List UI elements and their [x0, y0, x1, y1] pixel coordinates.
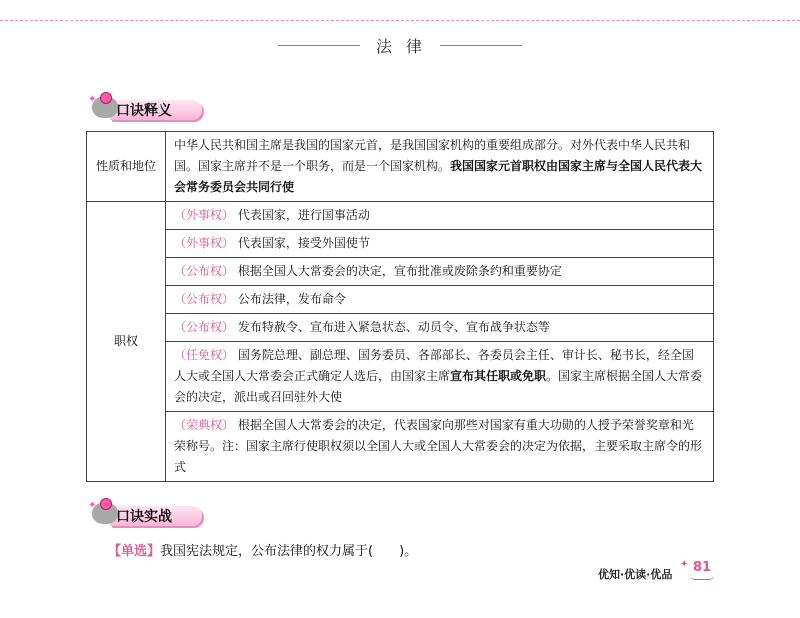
section-badge-explain [88, 94, 202, 122]
power-tag: （外事权） [174, 208, 235, 222]
header-line-right [440, 45, 522, 46]
power-text: 发布特赦令、宣布进入紧急状态、动员令、宣布战争状态等 [237, 320, 550, 334]
question-text: 我国宪法规定，公布法律的权力属于( )。 [160, 544, 418, 559]
power-text: 代表国家，接受外国使节 [237, 236, 370, 250]
powers-table [86, 131, 714, 482]
section-title-practice: 口诀实战 [116, 509, 172, 525]
table-row [87, 132, 714, 202]
table-cell-power [166, 314, 714, 342]
table-cell-power [166, 202, 714, 230]
appoint-text-a: 国务院总理、副总理、国务委员、各部部长、各委员会主任、审计长、秘书长，经全国人大或全国人大常委会正式确定人选后，由国家主席 [174, 348, 694, 383]
page-header-title: 法律 [376, 37, 437, 56]
nature-text: 中华人民共和国主席是我国的国家元首，是我国国家机构的重要组成部分。对外代表中华人民共和国。国家主席并不是一个职务，而是一个国家机构。 [174, 138, 691, 173]
table-row [87, 412, 714, 482]
power-tag: （公布权） [174, 264, 235, 278]
page-number: 81 [693, 560, 712, 575]
dot-icon [100, 92, 112, 104]
table-cell-power [166, 286, 714, 314]
table-category-powers: 职权 [87, 202, 166, 482]
table-cell-power [166, 258, 714, 286]
power-tag: （公布权） [174, 320, 235, 334]
header-line-left [278, 45, 360, 46]
table-row [87, 286, 714, 314]
star-icon: ✦ [88, 94, 97, 105]
power-tag: （外事权） [174, 236, 235, 250]
table-row [87, 314, 714, 342]
question [108, 540, 417, 559]
power-text: 根据全国人大常委会的决定，宣布批准或废除条约和重要协定 [237, 264, 562, 278]
power-text: 公布法律，发布命令 [237, 292, 346, 306]
table-row [87, 202, 714, 230]
appoint-tag: （任免权） [174, 348, 235, 362]
star-icon: ✦ [88, 500, 97, 511]
top-dashed-divider [0, 20, 800, 21]
power-text: 代表国家，进行国事活动 [237, 208, 370, 222]
section-title-explain: 口诀释义 [116, 103, 172, 119]
table-cell-nature [166, 132, 714, 202]
appoint-text-b: 。国家主席根据全国人大常委会的决定，派出或召回驻外大使 [174, 369, 703, 404]
honor-text: 根据全国人大常委会的决定，代表国家向那些对国家有重大功勋的人授予荣誉奖章和光荣称号。注：国家主席行使职权须以全国人大或全国人大常委会的决定为依据，主要采取主席令的形式 [174, 418, 703, 474]
power-tag: （公布权） [174, 292, 235, 306]
dot-icon [100, 498, 112, 510]
honor-tag: （荣典权） [174, 418, 235, 432]
footer-slogan: 优知·优读·优品 [598, 568, 673, 581]
table-row [87, 342, 714, 412]
table-cell-appoint [166, 342, 714, 412]
table-category-nature: 性质和地位 [87, 132, 166, 202]
section-badge-practice [88, 500, 202, 528]
table-row [87, 258, 714, 286]
page-curve-decoration [690, 575, 714, 580]
question-tag: 【单选】 [108, 544, 161, 559]
table-cell-honor [166, 412, 714, 482]
nature-bold-text: 我国国家元首职权由国家主席与全国人民代表大会常务委员会共同行使 [174, 159, 703, 194]
star-icon: ✦ [680, 559, 689, 570]
appoint-bold-text: 宣布其任职或免职 [450, 369, 547, 383]
table-row [87, 230, 714, 258]
table-cell-power [166, 230, 714, 258]
